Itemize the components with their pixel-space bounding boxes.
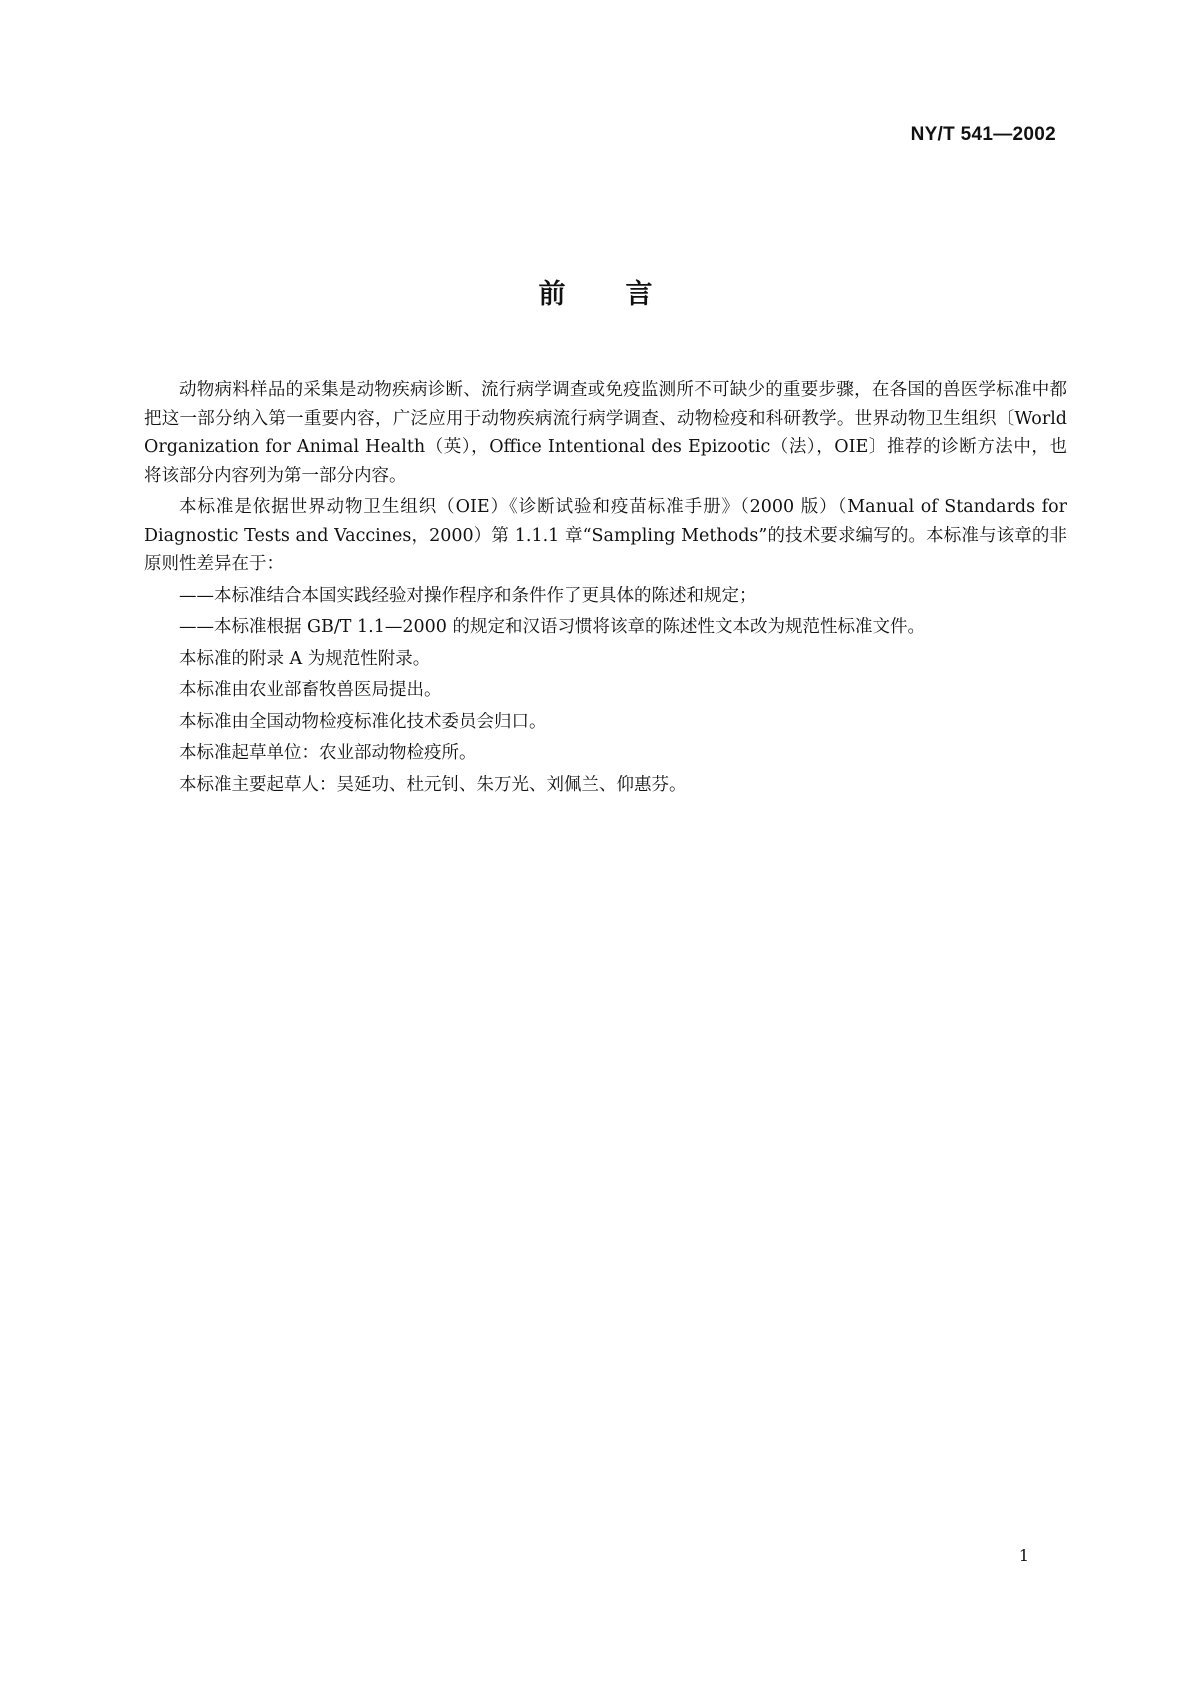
page-title: 前言 (538, 279, 713, 310)
paragraph-intro: 动物病料样品的采集是动物疾病诊断、流行病学调查或免疫监测所不可缺少的重要步骤，在各国的兽医学标准中都把这一部分纳入第一重要内容，广泛应用于动物疾病流行病学调查、动物检疫和科研教学。世界动物卫生组织〔World Organization for Animal Health（英），Office Intentional des Epizootic（法），OIE〕推荐的诊断方法中，也将该部分内容列为第一部分内容。 (144, 380, 1067, 486)
difference-item-1: ——本标准结合本国实践经验对操作程序和条件作了更具体的陈述和规定； (179, 585, 757, 606)
paragraph-drafters: 本标准主要起草人：吴延功、杜元钊、朱万光、刘佩兰、仰惠芬。 (179, 774, 687, 795)
paragraph-appendix: 本标准的附录 A 为规范性附录。 (179, 648, 431, 669)
paragraph-basis: 本标准是依据世界动物卫生组织（OIE）《诊断试验和疫苗标准手册》（2000 版）（Manual of Standards for Diagnostic Tests and Vaccines，2000）第 1.1.1 章“Sampling Methods”的技术要求编写的。本标准与该章的非原则性差异在于： (144, 497, 1067, 574)
foreword-body (144, 376, 1067, 802)
paragraph-committee: 本标准由全国动物检疫标准化技术委员会归口。 (179, 711, 547, 732)
paragraph-proposer: 本标准由农业部畜牧兽医局提出。 (179, 680, 442, 700)
paragraph-drafting-unit: 本标准起草单位：农业部动物检疫所。 (179, 743, 477, 763)
difference-item-2: ——本标准根据 GB/T 1.1—2000 的规定和汉语习惯将该章的陈述性文本改为规范性标准文件。 (179, 617, 925, 637)
page-number: 1 (1018, 1546, 1029, 1565)
standard-number: NY/T 541—2002 (910, 124, 1056, 145)
